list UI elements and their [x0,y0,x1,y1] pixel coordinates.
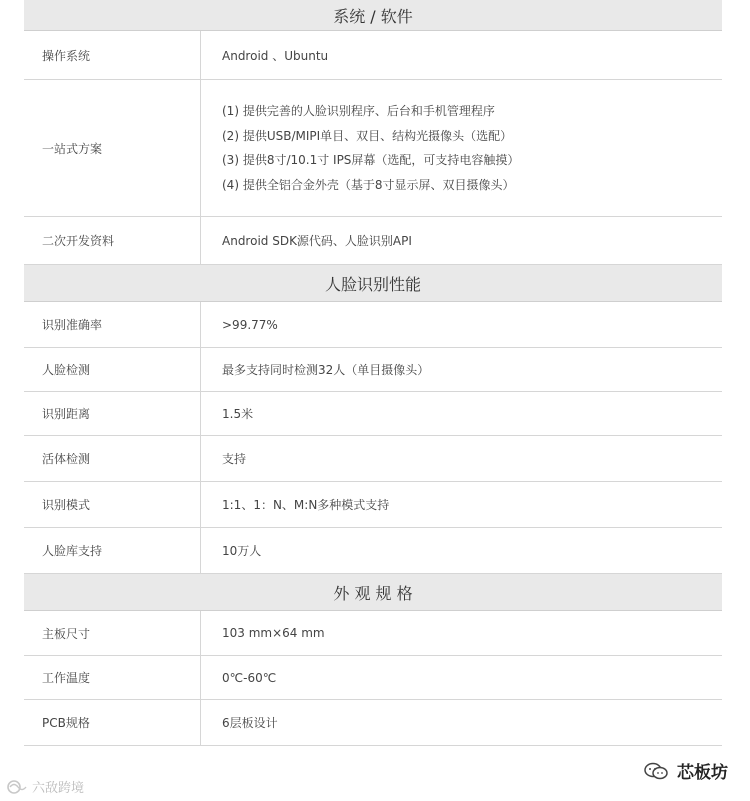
table-row [24,348,722,392]
table-row [24,302,722,348]
row-label: 二次开发资料 [24,217,201,264]
brand-name: 芯板坊 [677,763,728,783]
row-label: 人脸检测 [24,348,201,391]
table-row [24,700,722,746]
list-item: (4) 提供全铝合金外壳（基于8寸显示屏、双目摄像头） [222,177,515,192]
spec-table [24,0,722,746]
table-row [24,528,722,574]
watermark-text: 六敌跨境 [32,781,85,796]
table-row [24,392,722,436]
list-item: (2) 提供USB/MIPI单目、双目、结构光摄像头（选配） [222,128,513,143]
table-row [24,31,722,80]
row-label: 活体检测 [24,436,201,481]
row-label: 识别模式 [24,482,201,527]
row-label: PCB规格 [24,700,201,745]
watermark-logo-icon [6,779,28,795]
table-row [24,482,722,528]
table-row [24,611,722,656]
row-label: 操作系统 [24,31,201,79]
watermark [6,777,84,796]
row-value: 103 mm×64 mm [222,626,325,640]
list-item: (1) 提供完善的人脸识别程序、后台和手机管理程序 [222,104,495,118]
section-header-face: 人脸识别性能 [24,265,722,302]
table-row [24,656,722,700]
row-value: 最多支持同时检测32人（单目摄像头） [222,363,430,377]
row-value: 6层板设计 [222,716,278,730]
wechat-icon [643,761,669,781]
row-label: 主板尺寸 [24,611,201,655]
row-value-list [201,80,722,216]
row-value: 1.5米 [222,407,254,421]
table-row [24,217,722,265]
row-value: 支持 [222,452,247,466]
row-value: 10万人 [222,544,262,558]
table-row [24,436,722,482]
row-label: 一站式方案 [24,80,201,216]
row-label: 工作温度 [24,656,201,699]
row-label: 识别准确率 [24,302,201,347]
row-value: 0℃-60℃ [222,670,277,685]
section-header-system: 系统 / 软件 [24,0,722,31]
row-value: 1:1、1：N、M:N多种模式支持 [222,498,390,512]
row-value: >99.77% [222,317,278,332]
table-row [24,80,722,217]
row-value: Android SDK源代码、人脸识别API [222,234,412,248]
brand-signature [643,758,728,783]
list-item: (3) 提供8寸/10.1寸 IPS屏幕（选配，可支持电容触摸） [222,153,520,167]
row-label: 人脸库支持 [24,528,201,573]
row-value: Android 、Ubuntu [222,48,329,63]
row-label: 识别距离 [24,392,201,435]
section-header-appearance: 外 观 规 格 [24,574,722,611]
